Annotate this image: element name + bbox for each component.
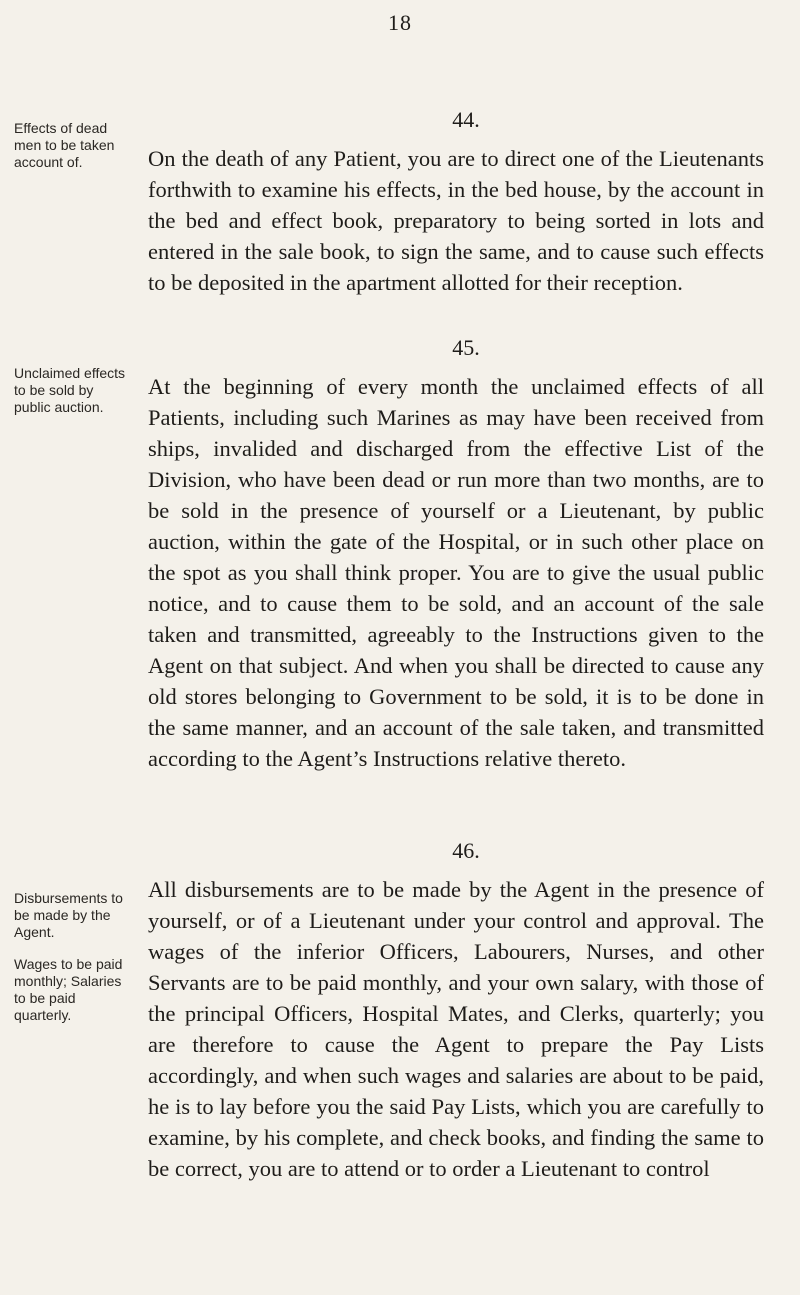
sidenote-wages-salaries: Wages to be paid monthly; Salaries to be paid quarterly. <box>14 956 123 1023</box>
section-number: 44. <box>452 107 480 132</box>
sidenote-unclaimed-effects: Unclaimed effects to be sold by public auction. <box>14 365 126 415</box>
section-paragraph: At the beginning of every month the unclaimed effects of all Patients, including such Marines as may have been received from ships, invalided and discharged from the effective List of the Division, who have been dead or run more than two months, are to be sold in the presence of yourself or a Lieutenant, by public auction, within the gate of the Hospital, or in such other place on the spot as you shall think proper. You are to give the usual public notice, and to cause them to be sold, and an account of the sale taken and transmitted, agreeably to the Instructions given to the Agent on that subject. And when you shall be directed to cause any old stores belonging to Government to be sold, it is to be done in the same manner, and an account of the sale taken, and transmitted according to the Agent’s Instructions relative thereto. <box>148 374 764 771</box>
sidenote-disbursements: Disbursements to be made by the Agent. <box>14 890 123 940</box>
section-44 <box>148 107 764 298</box>
section-46 <box>148 838 764 1184</box>
section-paragraph: All disbursements are to be made by the Agent in the presence of yourself, or of a Lieutenant under your control and approval. The wages of the inferior Officers, Labourers, Nurses, and other Servants are to be paid monthly, and your own salary, with those of the principal Officers, Hospital Mates, and Clerks, quarterly; you are therefore to cause the Agent to prepare the Pay Lists accordingly, and when such wages and salaries are about to be paid, he is to lay before you the said Pay Lists, which you are carefully to examine, by his complete, and check books, and finding the same to be correct, you are to attend or to order a Lieutenant to control <box>148 877 764 1181</box>
page-number: 18 <box>388 10 412 35</box>
section-paragraph: On the death of any Patient, you are to direct one of the Lieutenants forthwith to examine his effects, in the bed house, by the account in the bed and effect book, preparatory to being sorted in lots and entered in the sale book, to sign the same, and to cause such effects to be deposited in the apartment allotted for their reception. <box>148 146 764 295</box>
section-number: 46. <box>452 838 480 863</box>
section-45 <box>148 335 764 774</box>
sidenote-effects-of-dead-men: Effects of dead men to be taken account of. <box>14 120 115 170</box>
section-number: 45. <box>452 335 480 360</box>
